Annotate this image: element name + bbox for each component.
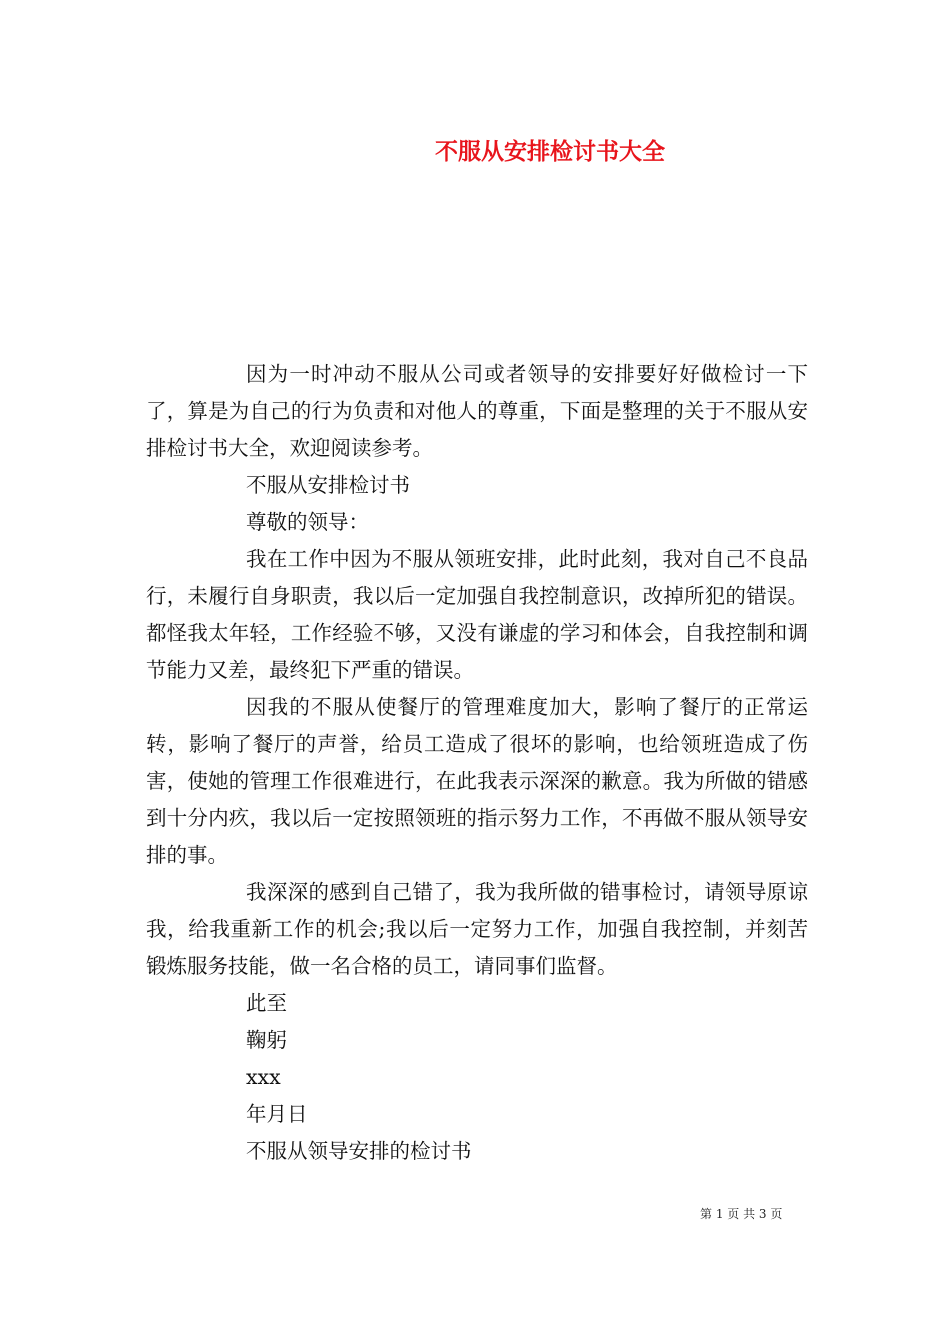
closing-line: 鞠躬 bbox=[246, 1028, 287, 1052]
document-body bbox=[146, 356, 808, 1170]
page-title: 不服从安排检讨书大全 bbox=[435, 138, 665, 165]
body-paragraph: 我在工作中因为不服从领班安排，此时此刻，我对自己不良品行，未履行自身职责，我以后一定加强自我控制意识，改掉所犯的错误。都怪我太年轻，工作经验不够，又没有谦虚的学习和体会，自我控制和调节能力又差，最终犯下严重的错误。 bbox=[146, 547, 808, 682]
section-heading: 不服从领导安排的检讨书 bbox=[246, 1139, 472, 1163]
body-paragraph: 我深深的感到自己错了，我为我所做的错事检讨，请领导原谅我，给我重新工作的机会;我以后一定努力工作，加强自我控制，并刻苦锻炼服务技能，做一名合格的员工，请同事们监督。 bbox=[146, 880, 808, 978]
page-number: 第 1 页 共 3 页 bbox=[700, 1207, 783, 1221]
body-paragraph: 因我的不服从使餐厅的管理难度加大，影响了餐厅的正常运转，影响了餐厅的声誉，给员工造成了很坏的影响，也给领班造成了伤害，使她的管理工作很难进行，在此我表示深深的歉意。我为所做的错感到十分内疚，我以后一定按照领班的指示努力工作，不再做不服从领导安排的事。 bbox=[146, 695, 808, 867]
salutation: 尊敬的领导： bbox=[246, 510, 369, 534]
section-heading: 不服从安排检讨书 bbox=[246, 473, 410, 497]
closing-line: 此至 bbox=[246, 991, 287, 1015]
date-line: 年月日 bbox=[246, 1102, 308, 1126]
signature: xxx bbox=[246, 1065, 281, 1089]
intro-paragraph: 因为一时冲动不服从公司或者领导的安排要好好做检讨一下了，算是为自己的行为负责和对他人的尊重，下面是整理的关于不服从安排检讨书大全，欢迎阅读参考。 bbox=[146, 362, 808, 460]
